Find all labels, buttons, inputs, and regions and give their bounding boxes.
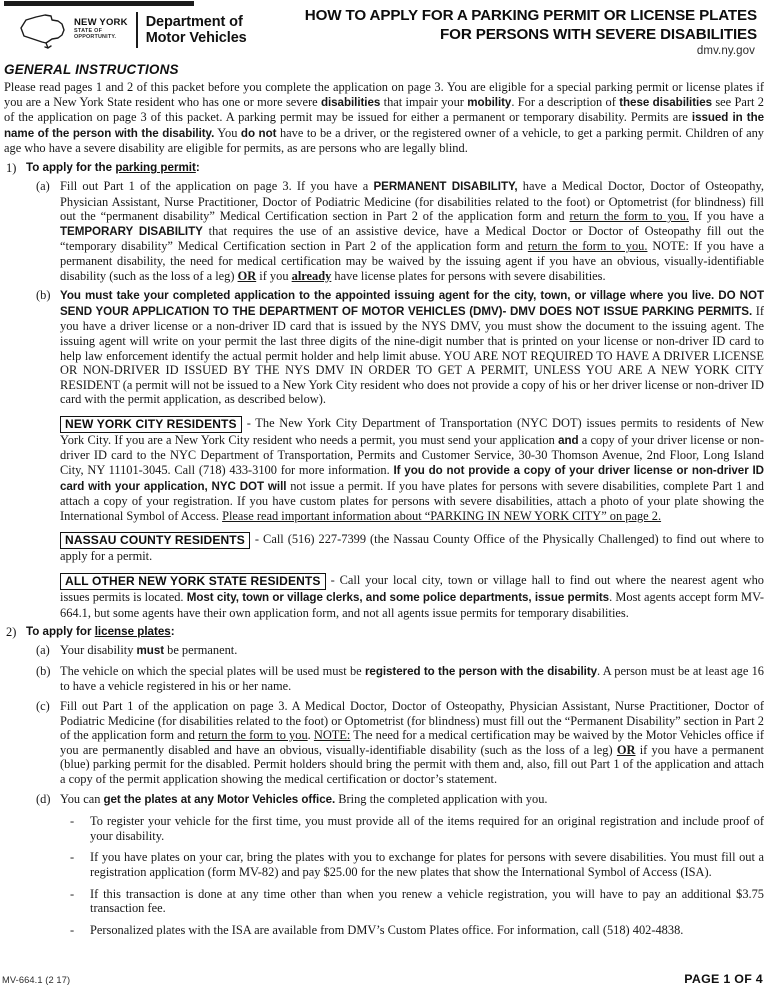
item-2d-t2: Bring the completed application with you.: [335, 791, 548, 806]
item-2b-marker: (b): [36, 663, 51, 678]
allother-t2: . Most agents accept form MV-664.1, but some agents have their own application form, and not all agents issue permits for temporary disabilities.: [60, 590, 765, 620]
item-1-label-pre: To apply for the: [26, 160, 116, 174]
document-title: [287, 6, 757, 45]
dash-bullet-icon: -: [70, 886, 75, 901]
intro-bold-these-disabilities: these disabilities: [619, 95, 712, 109]
nassau-residents-block: [4, 532, 764, 564]
all-other-residents-text: [60, 573, 764, 620]
intro-text-2: that impair your: [380, 94, 468, 109]
item-2d-marker: (d): [36, 791, 51, 806]
item-2-label-post: :: [170, 625, 175, 639]
list-item-2d: [4, 792, 764, 808]
item-2c-underline-note: NOTE:: [313, 728, 351, 743]
item-1a-t5: NOTE: If you have a permanent disability, the need for medical certification may be waived by the issuing agent if you have an obvious, visually-identifiable disability (such as the loss of a leg): [60, 239, 764, 283]
item-2a-t2: be permanent.: [164, 643, 238, 658]
nassau-t1: - Call (516) 227-7399 (the Nassau County Office of the Physically Challenged) to find out where to apply for a permit.: [60, 532, 764, 564]
list-item-1a: [4, 179, 764, 283]
item-2c-t3: The need for a medical certification may be waived by the Motor Vehicles office if you are permanently disabled and have an obvious, visually-identifiable disability (such as the loss of a leg): [60, 728, 764, 757]
item-2d-text: [60, 792, 764, 808]
item-2b-t1: The vehicle on which the special plates will be used must be: [60, 663, 365, 678]
item-2-label-underlined: license plates: [94, 625, 171, 639]
logo-divider: [136, 12, 138, 48]
bullet-text: To register your vehicle for the first time, you must provide all of the items required for an original registration and include proof of your disability.: [90, 814, 764, 843]
department-line-1: Department of: [145, 13, 243, 30]
department-name: [146, 14, 247, 46]
new-york-state-outline-icon: [18, 10, 70, 50]
department-line-2: Motor Vehicles: [145, 30, 247, 46]
list-item-2c: [4, 699, 764, 787]
bullet-item: [4, 887, 764, 916]
nyc-t1: - The New York City Department of Transportation (NYC DOT) issues permits to residents of New York City. If you are a New York City resident who needs a permit, you must send your application: [60, 415, 764, 447]
website-url[interactable]: dmv.ny.gov: [696, 45, 755, 57]
dash-bullet-icon: -: [70, 814, 75, 829]
item-1b-text: [60, 288, 764, 407]
item-2c-text: [60, 699, 764, 787]
nysdmv-logo: [18, 8, 247, 52]
item-2c-t1: Fill out Part 1 of the application on page 3. A Medical Doctor, Doctor of Osteopathy, Physician Assistant, Nurse Practitioner, Doctor of Podiatric Medicine (for disabilities related to the foot) or Optometrist (for blindness) must fill out the “Permanent Disability” section in Part 2 of the application form and: [60, 699, 764, 743]
intro-bold-mobility: mobility: [467, 95, 512, 109]
item-1a-t6: if you: [256, 268, 292, 283]
logo-stateof-text: STATE OF: [74, 27, 103, 34]
item-2-number: 2): [6, 625, 17, 640]
intro-text-5: You: [214, 125, 241, 140]
intro-paragraph: [4, 80, 764, 156]
document-title-line-2: FOR PERSONS WITH SEVERE DISABILITIES: [440, 26, 757, 44]
list-item-1-heading: [4, 161, 764, 174]
all-other-residents-box-label: ALL OTHER NEW YORK STATE RESIDENTS: [60, 573, 326, 590]
nyc-bold-and: and: [558, 433, 579, 447]
item-2c-t2: .: [307, 728, 314, 743]
item-1a-bold-or: OR: [237, 268, 257, 283]
item-2c-t4: if you have a permanent (blue) parking permit for the disabled. Permit holders should bring the permit with them and, also, fill out Part 1 of the application and attach a copy of the permit application showing the medical certification or doctor’s statement.: [60, 742, 764, 786]
nyc-underline-parking-nyc: Please read important information about “PARKING IN NEW YORK CITY” on page 2.: [222, 508, 662, 523]
item-1-number: 1): [6, 160, 17, 175]
allother-t1: - Call your local city, town or village hall to find out where the nearest agent who issues permits is located.: [60, 573, 764, 605]
list-item-2-heading: [4, 625, 764, 638]
item-1b-marker: (b): [36, 288, 51, 303]
item-1a-t4: that requires the use of an assistive device, have a Medical Doctor or Doctor of Osteopathy fill out the “temporary disability” Medical Certification section in Part 2 of the application form and: [60, 223, 764, 254]
item-1-label-underlined: parking permit: [115, 160, 196, 174]
intro-text-3: . For a description of: [511, 94, 620, 109]
nyc-residents-box-label: NEW YORK CITY RESIDENTS: [60, 416, 242, 433]
document-header: [4, 0, 763, 58]
item-1a-t7: have license plates for persons with severe disabilities.: [331, 268, 606, 283]
dash-bullet-icon: -: [70, 922, 75, 937]
intro-text-1: Please read pages 1 and 2 of this packet before you complete the application on page 3. You are eligible for a special parking permit or license plates if you are a New York State resident who has one or more severe: [4, 80, 764, 109]
bullet-text: Personalized plates with the ISA are available from DMV’s Custom Plates office. For information, call (518) 402-4838.: [90, 922, 684, 937]
intro-text-4: see Part 2 of the application on page 3 of this packet. A parking permit may be issued for either a permanent or temporary disability. Permits are: [4, 94, 764, 125]
intro-bold-disabilities: disabilities: [320, 95, 381, 109]
list-item-2b: [4, 664, 764, 694]
document-title-line-1: HOW TO APPLY FOR A PARKING PERMIT OR LICENSE PLATES: [304, 7, 757, 24]
bullet-item: [4, 923, 764, 938]
item-1a-t2: have a Medical Doctor, Doctor of Osteopathy, Physician Assistant, Nurse Practitioner, Doctor of Podiatric Medicine (for disabilities related to the foot) or Optometrist (for blindness) fill out the “permanent disability” Medical Certification section in Part 2 of the application form and: [60, 178, 764, 224]
intro-text-6: have to be a driver, or the registered owner of a vehicle, to get a parking permit. Children of any age who have a severe disability are eligible for permits, as are persons who are legally blind.: [4, 125, 764, 156]
item-1a-underline-return-form-1: return the form to you.: [569, 209, 689, 224]
nyc-t3: not issue a permit. If you have plates for persons with severe disabilities, complete Part 1 and attach a copy of your registration. If you have custom plates for persons with severe disabilities, attach a photo of your plate showing the International Symbol of Access.: [60, 478, 765, 523]
new-york-state-wordmark: [74, 18, 128, 42]
item-1-label-post: :: [195, 160, 200, 174]
general-instructions-heading: GENERAL INSTRUCTIONS: [4, 62, 179, 77]
logo-opportunity-text: OPPORTUNITY.: [74, 33, 117, 40]
item-2c-marker: (c): [36, 699, 50, 713]
dash-bullet-icon: -: [70, 850, 75, 865]
item-1a-underline-return-form-2: return the form to you.: [527, 239, 648, 254]
item-1a-t3: If you have a: [688, 209, 764, 224]
item-1a-bold-temporary-disability: TEMPORARY DISABILITY: [60, 224, 203, 238]
page-indicator: PAGE 1 OF 4: [684, 972, 763, 986]
item-2d-t1: You can: [60, 791, 104, 806]
item-1b-t1: If you have a driver license or a non-driver ID card that is issued by the NYS DMV, you must show the document to the issuing agent. The issuing agent will write on your permit the last three digits of the nine-digit number that is printed on your license or non-driver ID card to help law enforcement identify the actual permit holder and help limit abuse. YOU ARE NOT REQUIRED TO HAVE A DRIVER LICENSE OR NON-DRIVER ID ISSUED BY THE NYS DMV IN ORDER TO GET A PERMIT, UNLESS YOU ARE A NEW YORK CITY RESIDENT (a permit will not be issued to a New York City resident who does not provide a copy of his or her driver license or non-driver ID card with the permit application, as described below).: [60, 303, 765, 407]
bullet-item: [4, 814, 764, 843]
item-2d-bold-get-plates: get the plates at any Motor Vehicles office.: [103, 792, 336, 806]
logo-newyork-text: NEW YORK: [74, 17, 128, 29]
item-2b-bold-registered: registered to the person with the disability: [364, 664, 598, 678]
allother-bold-clerks: Most city, town or village clerks, and some police departments, issue permits: [186, 591, 610, 605]
form-number: MV-664.1 (2 17): [2, 975, 71, 985]
list-item-2a: [4, 643, 764, 659]
item-2a-t1: Your disability: [60, 643, 137, 658]
item-2b-t2: . A person must be at least age 16 to have a vehicle registered in his or her name.: [60, 663, 764, 694]
nyc-residents-block: [4, 416, 764, 524]
bullet-text: If this transaction is done at any time other than when you renew a vehicle registration, you will have to pay an additional $3.75 transaction fee.: [90, 886, 764, 916]
item-2-label-pre: To apply for: [26, 625, 95, 639]
item-2c-bold-or: OR: [616, 742, 636, 757]
nyc-bold-no-copy: If you do not provide a copy of your driver license or non-driver ID card with your application, NYC DOT will: [60, 464, 764, 493]
nyc-t2: a copy of your driver license or non-driver ID card to the NYC Department of Transportation, Permits and Customer Service, 30-30 Thomson Avenue, 2nd Floor, Long Island City, NY 11101-3045. Call (718) 433-3100 for more information.: [60, 432, 765, 478]
intro-bold-issued-in-name: issued in the name of the person with the disability.: [4, 111, 765, 140]
item-2a-bold-must: must: [136, 644, 165, 658]
item-2c-underline-return-form: return the form to you: [198, 728, 308, 743]
nyc-residents-text: [60, 416, 764, 524]
item-1a-t1: Fill out Part 1 of the application on page 3. If you have a: [60, 178, 374, 193]
bullet-item: [4, 850, 764, 879]
item-1b-bold-warning: You must take your completed application to the appointed issuing agent for the city, town, or village where you live. DO NOT SEND YOUR APPLICATION TO THE DEPARTMENT OF MOTOR VEHICLES (DMV)- DMV DOES NOT ISSUE PARKING PERMITS.: [60, 289, 764, 318]
item-2b-text: [60, 664, 764, 694]
item-1a-marker: (a): [36, 178, 50, 193]
bullet-text: If you have plates on your car, bring the plates with you to exchange for plates for persons with severe disabilities. You must fill out a registration application (form MV-82) and pay $25.00 for the new plates that show the International Symbol of Access (ISA).: [90, 850, 764, 879]
nassau-residents-box-label: NASSAU COUNTY RESIDENTS: [60, 532, 250, 549]
nassau-residents-text: [60, 532, 764, 564]
item-1a-text: [60, 179, 764, 283]
item-2a-text: [60, 643, 764, 659]
all-other-residents-block: [4, 573, 764, 620]
item-1a-underline-already: already: [291, 268, 332, 283]
item-1a-bold-permanent-disability: PERMANENT DISABILITY,: [373, 179, 518, 193]
document-body: [4, 80, 764, 937]
item-2a-marker: (a): [36, 643, 50, 658]
new-york-state-mark: [18, 10, 128, 50]
list-item-1b: [4, 288, 764, 407]
intro-bold-do-not: do not: [240, 126, 277, 140]
